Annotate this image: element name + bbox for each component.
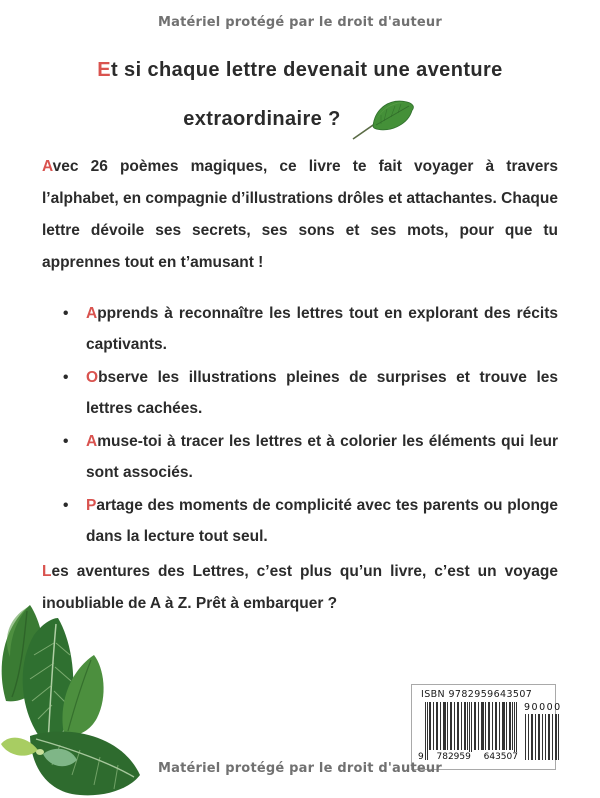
digit-group-1: 782959	[436, 752, 471, 762]
feature-initial: O	[86, 369, 99, 386]
copyright-notice-bottom: Matériel protégé par le droit d'auteur	[157, 761, 442, 776]
feature-item	[62, 363, 558, 424]
bullet-icon: •	[63, 497, 69, 514]
intro-text: vec 26 poèmes magiques, ce livre te fait voyager à travers l’alphabet, en compagnie d’illustrations drôles et attachantes. Chaque lettre dévoile ses secrets, ses sons et ses mots, pour que tu apprennes tout en t’amusant !	[42, 158, 558, 271]
supplement-barcode	[524, 702, 560, 760]
supplement-bars-icon	[525, 714, 559, 760]
feature-text: artage des moments de complicité avec tes parents ou plonge dans la lecture tout seul.	[86, 497, 558, 545]
bullet-icon: •	[63, 305, 69, 322]
intro-initial: A	[42, 158, 53, 175]
bullet-icon: •	[63, 433, 69, 450]
feature-text: muse-toi à tracer les lettres et à colorier les éléments qui leur sont associés.	[86, 433, 558, 481]
title-line-1-text: t si chaque lettre devenait une aventure	[111, 59, 503, 81]
feature-item	[62, 299, 558, 360]
ean-barcode	[418, 702, 518, 762]
digit-group-2: 643507	[483, 752, 518, 762]
book-title	[0, 48, 600, 142]
bullet-icon: •	[63, 369, 69, 386]
barcode-box	[411, 684, 562, 770]
features-list	[62, 299, 558, 555]
closing-text: es aventures des Lettres, c’est plus qu’un livre, c’est un voyage inoubliable de A à Z. Prêt à embarquer ?	[42, 563, 558, 612]
feature-item	[62, 491, 558, 552]
title-initial: E	[97, 59, 112, 81]
isbn-label: ISBN 9782959643507	[421, 689, 533, 700]
feature-initial: A	[86, 305, 98, 322]
title-line-2	[0, 93, 600, 142]
copyright-notice-top: Matériel protégé par le droit d'auteur	[157, 15, 442, 30]
leaf-icon	[351, 93, 417, 141]
feature-item	[62, 427, 558, 488]
title-line-2-text: extraordinaire ?	[183, 108, 341, 130]
intro-paragraph	[42, 151, 558, 279]
closing-initial: L	[42, 563, 52, 580]
digit-lead: 9	[418, 752, 424, 762]
supplement-number: 90000	[524, 702, 562, 713]
feature-initial: P	[86, 497, 97, 514]
feature-text: pprends à reconnaître les lettres tout en explorant des récits captivants.	[86, 305, 558, 353]
barcode-bars-row	[418, 702, 562, 762]
feature-initial: A	[86, 433, 98, 450]
title-line-1	[0, 48, 600, 93]
feature-text: bserve les illustrations pleines de surprises et trouve les lettres cachées.	[86, 369, 558, 417]
